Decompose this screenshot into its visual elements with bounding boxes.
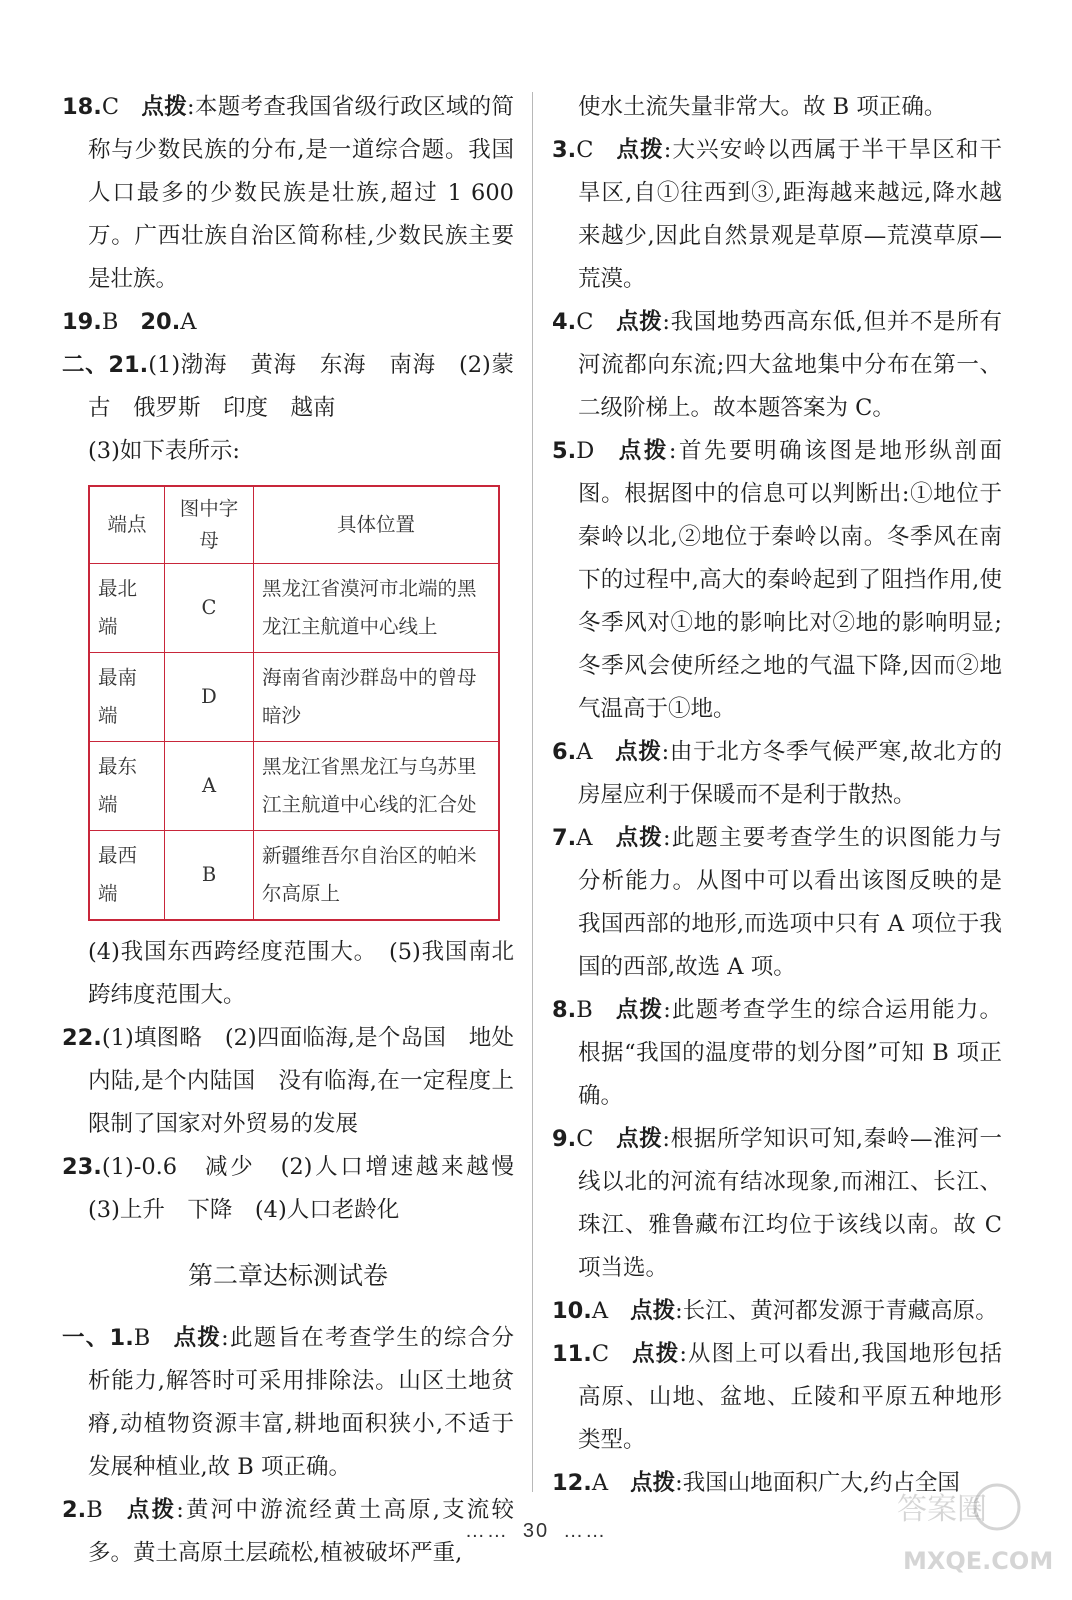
answer-21-table-intro: (3)如下表所示:	[88, 438, 240, 464]
hint-label: 点拨	[630, 1470, 676, 1496]
answer-letter: C	[576, 309, 594, 335]
table-header: 端点	[89, 486, 165, 564]
num: 8.	[552, 997, 577, 1023]
table-row	[89, 564, 499, 653]
answer-item	[552, 129, 1002, 301]
answer-letter: C	[591, 1341, 610, 1367]
answer-item	[552, 1333, 1002, 1462]
num: 4.	[552, 309, 577, 335]
answer-22: 22.(1)填图略 (2)四面临海,是个岛国 地处内陆,是个内陆国 没有临海,在一定程度上限制了国家对外贸易的发展	[62, 1025, 514, 1137]
hint-label: 点拨	[630, 1298, 676, 1324]
page-footer: …… 30 ……	[464, 1520, 608, 1542]
answer-text: :根据所学知识可知,秦岭—淮河一线以北的河流有结冰现象,而湘江、长江、珠江、雅鲁藏布江均位于该线以南。故 C 项当选。	[578, 1126, 1002, 1281]
watermark-text: MXQE.COM	[903, 1547, 1054, 1575]
answer-item	[552, 430, 1002, 731]
table-cell: C	[165, 564, 254, 653]
num: 9.	[552, 1126, 577, 1152]
answer-letter: C	[576, 1126, 594, 1152]
num: 5.	[552, 438, 577, 464]
num: 6.	[552, 739, 577, 765]
hint-label: 点拨	[615, 137, 664, 163]
table-cell: 最北端	[89, 564, 165, 653]
table-header-row	[89, 486, 499, 564]
answer-21-continued: (4)我国东西跨经度范围大。 (5)我国南北跨纬度范围大。	[88, 939, 514, 1008]
answer-item	[552, 1118, 1002, 1290]
answer-19-20: 19.B 20.A	[62, 309, 197, 335]
table-cell: 新疆维吾尔自治区的帕米尔高原上	[254, 831, 500, 921]
answer-item	[552, 817, 1002, 989]
num: 10.	[552, 1298, 592, 1324]
answer-letter: A	[576, 825, 593, 851]
watermark-logo-text: 答案圈	[897, 1492, 987, 1527]
answer-18: 18.C 点拨:本题考查我国省级行政区域的简称与少数民族的分布,是一道综合题。我国人口最多的少数民族是壮族,超过 1 600 万。广西壮族自治区简称桂,少数民族主要是壮族。	[62, 94, 514, 292]
table-header: 图中字母	[165, 486, 254, 564]
page-number: 30	[522, 1520, 550, 1542]
answer-text: :我国地势西高东低,但并不是所有河流都向东流;四大盆地集中分布在第一、二级阶梯上。故本题答案为 C。	[578, 309, 1002, 421]
answer-letter: A	[591, 1298, 609, 1324]
hint-label: 点拨	[614, 739, 662, 765]
answer-letter: A	[591, 1470, 609, 1496]
table-cell: 最西端	[89, 831, 165, 921]
answer-text: :长江、黄河都发源于青藏高原。	[675, 1298, 998, 1324]
answer-text: :此题主要考查学生的识图能力与分析能力。从图中可以看出该图反映的是我国西部的地形,而选项中只有 A 项位于我国的西部,故选 A 项。	[578, 825, 1002, 980]
answer-text: :从图上可以看出,我国地形包括高原、山地、盆地、丘陵和平原五种地形类型。	[578, 1341, 1002, 1453]
answer-letter: D	[576, 438, 595, 464]
answer-text: :我国山地面积广大,约占全国	[675, 1470, 960, 1496]
answer-item	[552, 1290, 1002, 1333]
table-cell: D	[165, 653, 254, 742]
answer-2-continued: 使水土流失量非常大。故 B 项正确。	[578, 94, 947, 120]
chapter-title: 第二章达标测试卷	[187, 1261, 388, 1290]
hint-label: 点拨	[614, 825, 663, 851]
table-row	[89, 742, 499, 831]
answer-text: :大兴安岭以西属于半干旱区和干旱区,自①往西到③,距海越来越远,降水越来越少,因此自然景观是草原—荒漠草原—荒漠。	[578, 137, 1002, 292]
hint-label: 点拨	[616, 438, 669, 464]
hint-label: 点拨	[614, 997, 664, 1023]
table-cell: 最南端	[89, 653, 165, 742]
answer-21: 二、21.(1)渤海 黄海 东海 南海 (2)蒙古 俄罗斯 印度 越南	[62, 352, 514, 421]
extreme-points-table	[88, 485, 500, 921]
column-divider	[532, 92, 533, 1492]
table-header: 具体位置	[254, 486, 500, 564]
table-row	[89, 831, 499, 921]
num: 7.	[552, 825, 577, 851]
chapter-answer-1: 一、1.B 点拨:此题旨在考查学生的综合分析能力,解答时可采用排除法。山区土地贫瘠,动植物资源丰富,耕地面积狭小,不适于发展种植业,故 B 项正确。	[62, 1325, 514, 1480]
answer-item	[552, 731, 1002, 817]
hint-label: 点拨	[615, 1126, 663, 1152]
table-cell: A	[165, 742, 254, 831]
table-cell: 黑龙江省漠河市北端的黑龙江主航道中心线上	[254, 564, 500, 653]
hint-label: 点拨	[631, 1341, 680, 1367]
chapter-answer-2: 2.B 点拨:黄河中游流经黄土高原,支流较多。黄土高原土层疏松,植被破坏严重,	[62, 1497, 514, 1566]
answer-text: :由于北方冬季气候严寒,故北方的房屋应利于保暖而不是利于散热。	[578, 739, 1002, 808]
answer-23: 23.(1)-0.6 减少 (2)人口增速越来越慢 (3)上升 下降 (4)人口老龄化	[62, 1154, 537, 1223]
right-answer-list	[552, 129, 1002, 1505]
table-row	[89, 653, 499, 742]
num: 3.	[552, 137, 577, 163]
right-column	[552, 86, 1002, 1505]
num: 12.	[552, 1470, 592, 1496]
hint-label: 点拨	[615, 309, 663, 335]
answer-letter: B	[576, 997, 593, 1023]
num: 11.	[552, 1341, 592, 1367]
answer-letter: A	[576, 739, 593, 765]
watermark-logo	[885, 1465, 1054, 1585]
table-cell: B	[165, 831, 254, 921]
table-cell: 海南省南沙群岛中的曾母暗沙	[254, 653, 500, 742]
answer-item	[552, 301, 1002, 430]
table-cell: 最东端	[89, 742, 165, 831]
answer-text: :首先要明确该图是地形纵剖面图。根据图中的信息可以判断出:①地位于秦岭以北,②地位于秦岭以南。冬季风在南下的过程中,高大的秦岭起到了阻挡作用,使冬季风对①地的影响比对②地的影响明显;冬季风会使所经之地的气温下降,因而②地气温高于①地。	[578, 438, 1002, 722]
answer-item	[552, 989, 1002, 1118]
table-cell: 黑龙江省黑龙江与乌苏里江主航道中心线的汇合处	[254, 742, 500, 831]
answer-letter: C	[576, 137, 594, 163]
answer-text: :此题考查学生的综合运用能力。根据“我国的温度带的划分图”可知 B 项正确。	[578, 997, 1002, 1109]
